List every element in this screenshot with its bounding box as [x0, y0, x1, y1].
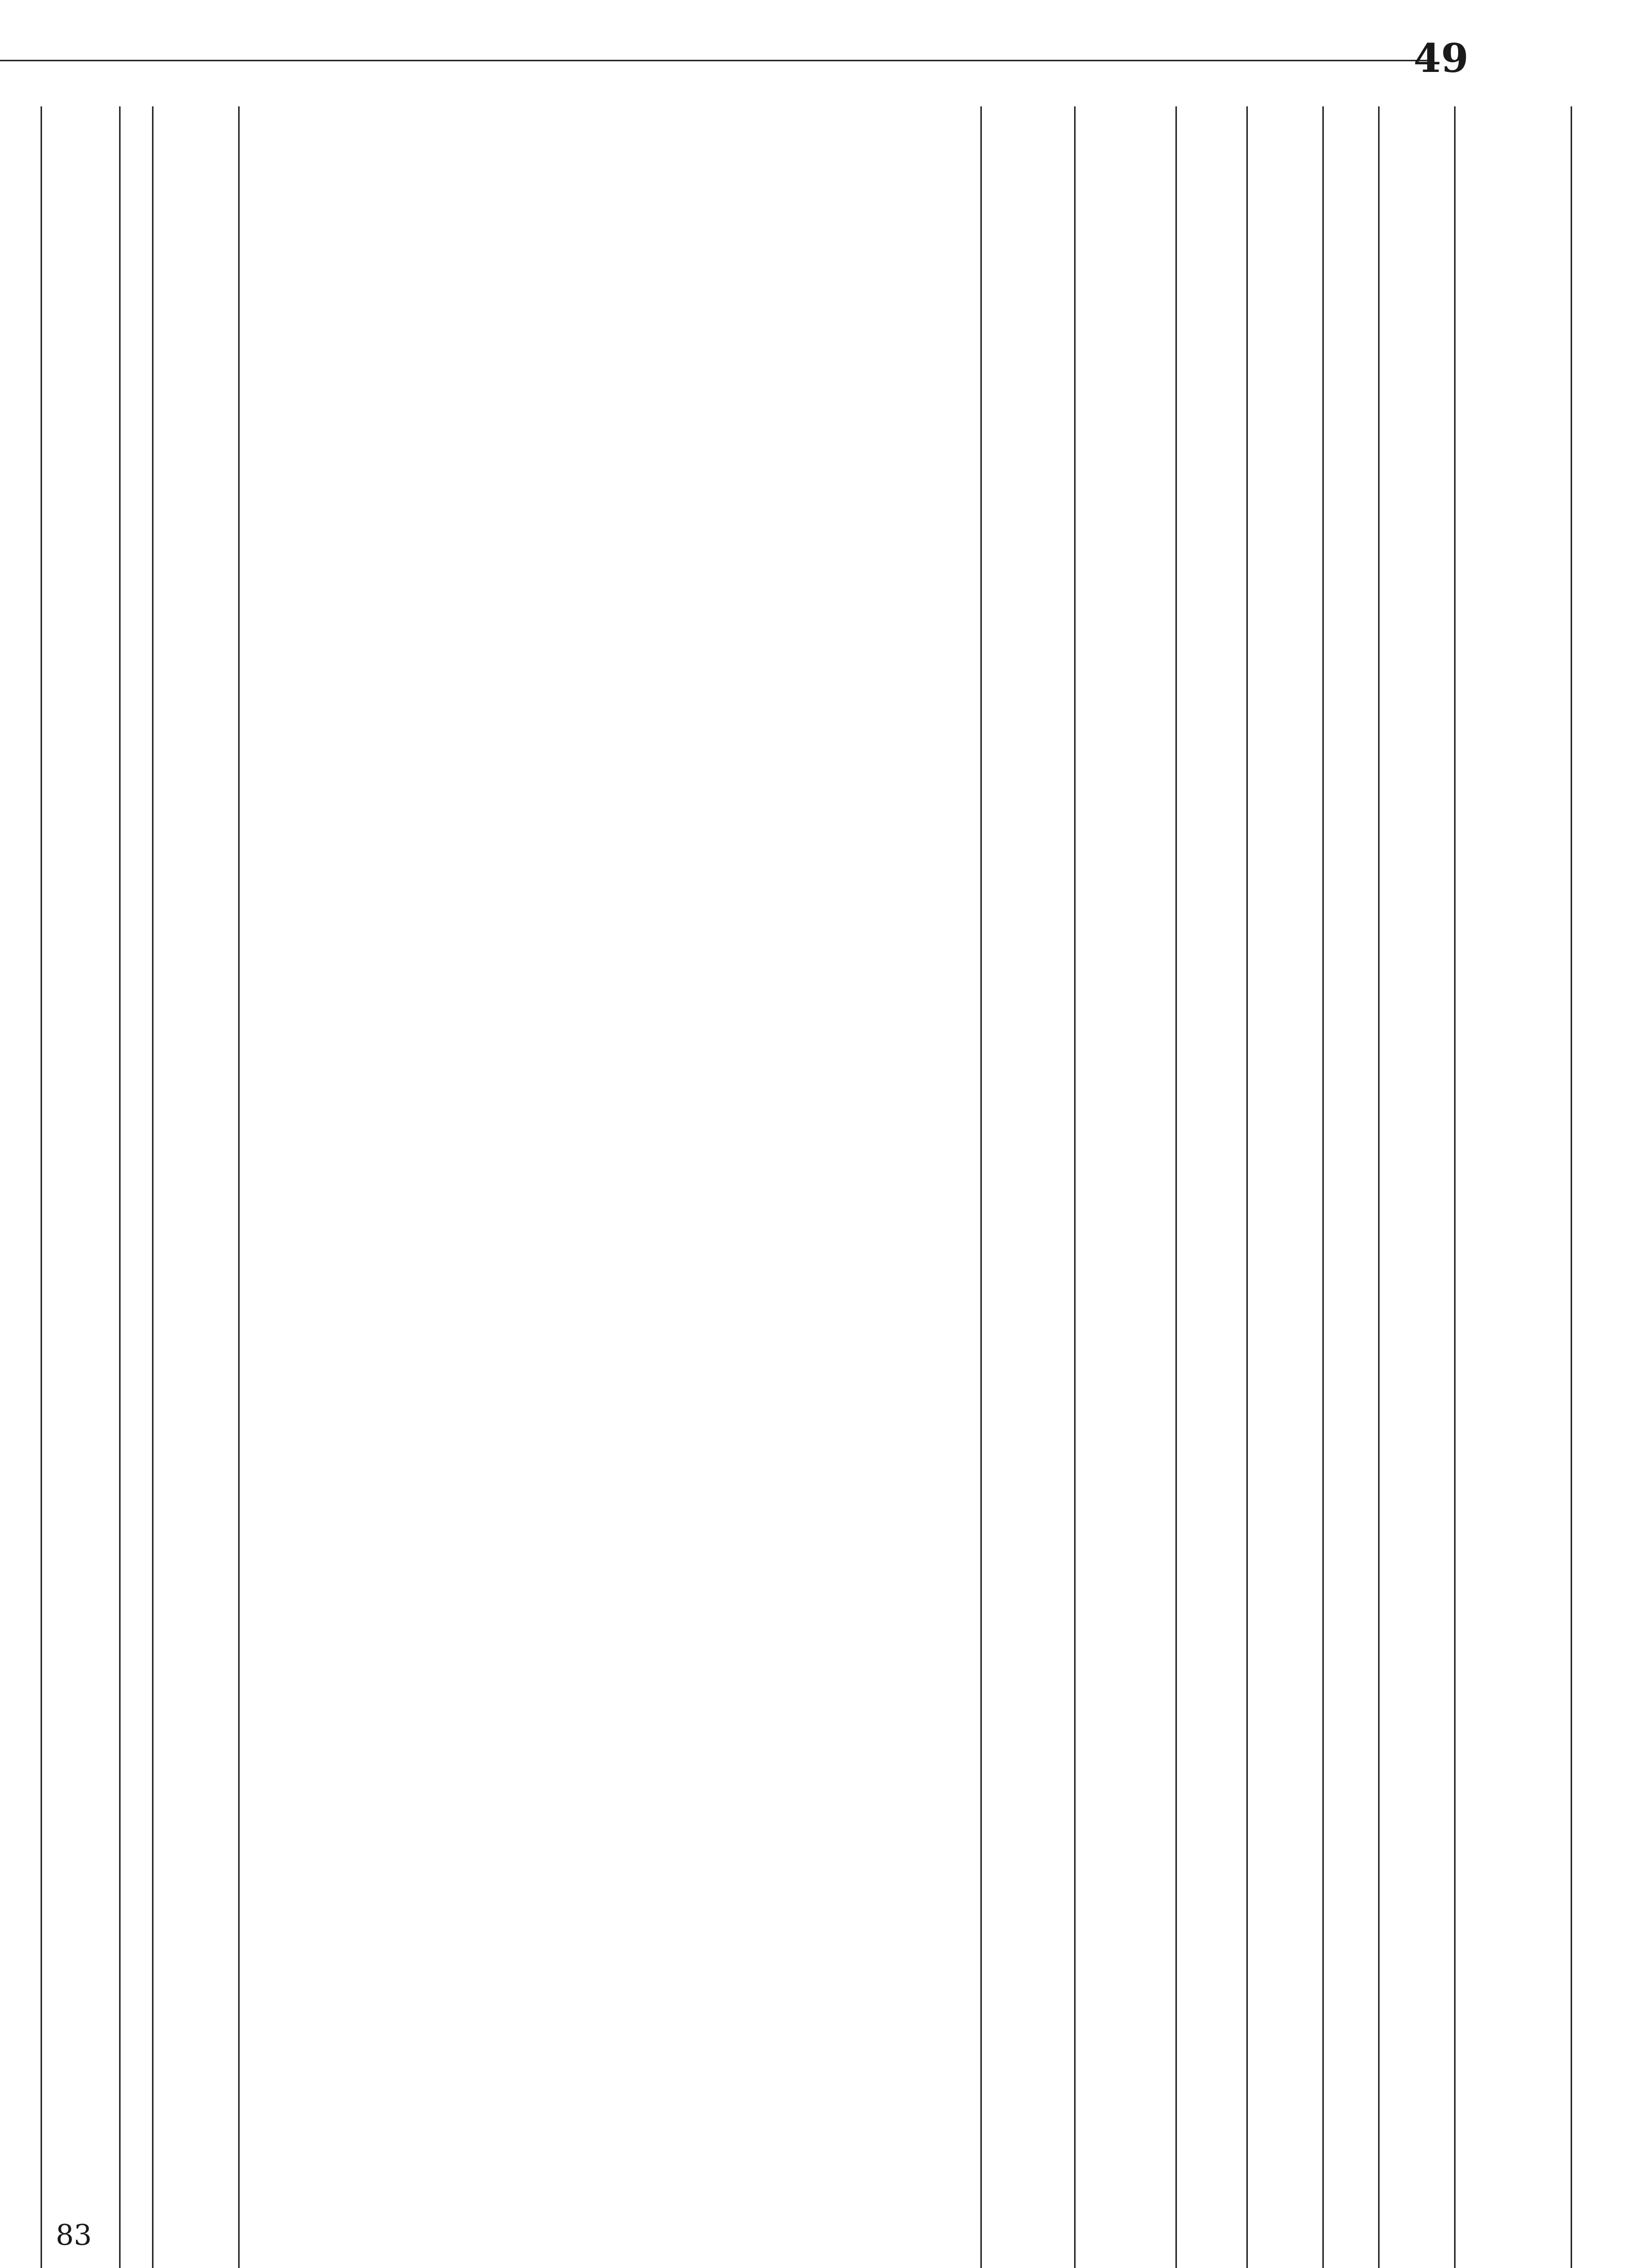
column-rule [238, 106, 240, 2268]
column-rule [1246, 106, 1248, 2268]
page-tally: 83 [56, 2219, 92, 2252]
column-rule [41, 106, 42, 2268]
column-rule [1378, 106, 1380, 2268]
column-rule [1175, 106, 1177, 2268]
column-rule [119, 106, 121, 2268]
column-rule [1454, 106, 1456, 2268]
column-rule [1571, 106, 1572, 2268]
top-rule [0, 60, 1427, 61]
column-rule [1074, 106, 1076, 2268]
column-rule [152, 106, 154, 2268]
column-rule [1322, 106, 1324, 2268]
page-number: 49 [1414, 35, 1469, 82]
column-rule [980, 106, 982, 2268]
